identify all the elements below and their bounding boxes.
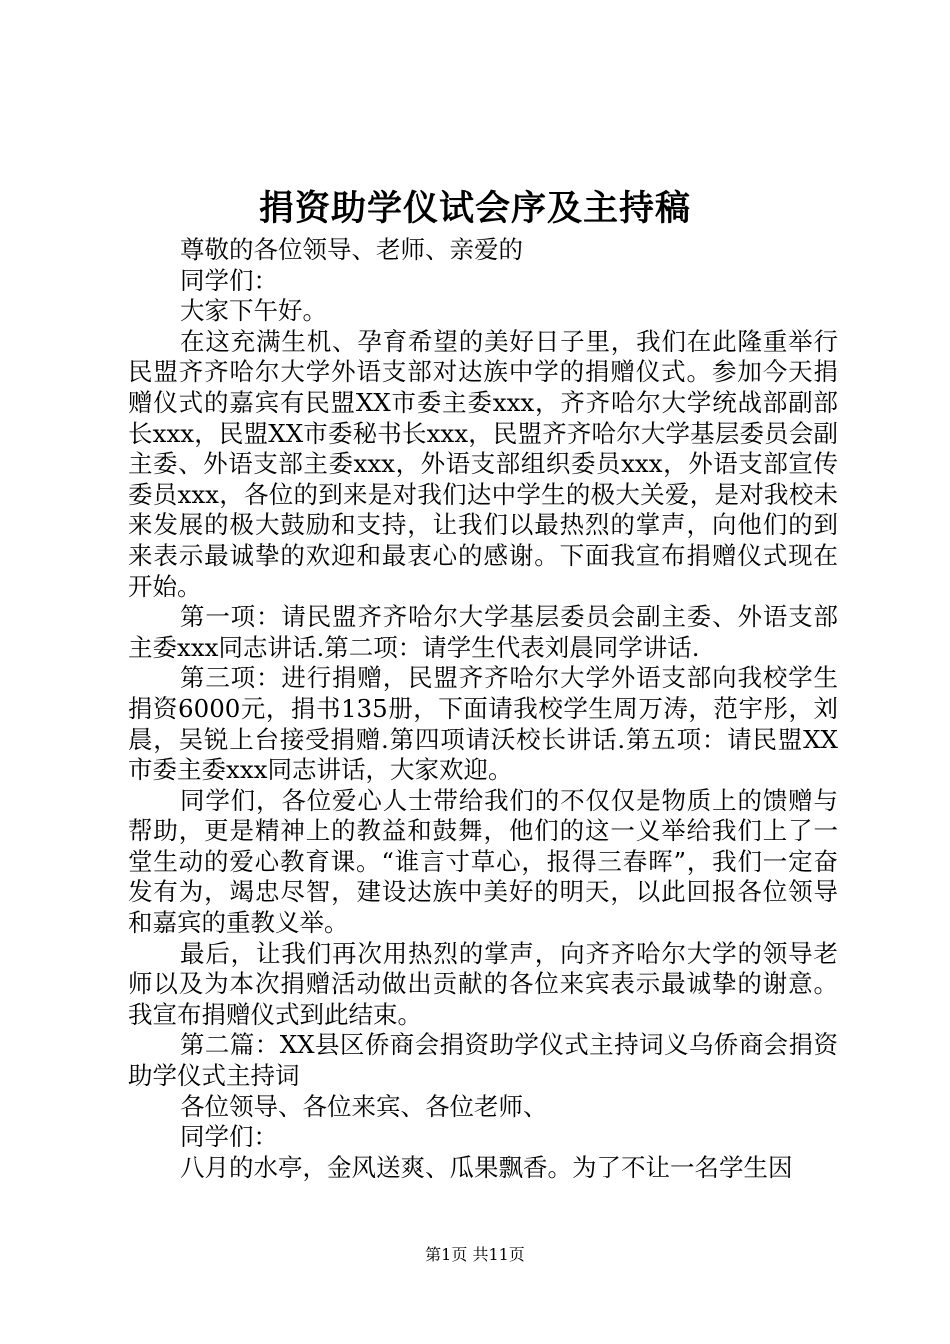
paragraph: 同学们： [180,265,278,295]
document-body [128,235,838,1183]
paragraph: 第一项：请民盟齐齐哈尔大学基层委员会副主委、外语支部主委xxx同志讲话.第二项：请学生代表刘晨同学讲话. [128,602,838,662]
paragraph: 八月的水亭，金风送爽、瓜果飘香。为了不让一名学生因 [180,1152,793,1182]
paragraph: 同学们，各位爱心人士带给我们的不仅仅是物质上的馈赠与帮助，更是精神上的教益和鼓舞，他们的这一义举给我们上了一堂生动的爱心教育课。“谁言寸草心，报得三春晖”，我们一定奋发有为，竭忠尽智，建设达族中美好的明天，以此回报各位领导和嘉宾的重教义举。 [128,785,838,938]
paragraph: 第三项：进行捐赠，民盟齐齐哈尔大学外语支部向我校学生捐资6000元，捐书135册，下面请我校学生周万涛，范宇彤，刘晨，吴锐上台接受捐赠.第四项请沃校长讲话.第五项：请民盟XX市委主委xxx同志讲话，大家欢迎。 [128,663,838,785]
document-title: 捐资助学仪试会序及主持稿 [258,188,691,229]
paragraph: 各位领导、各位来宾、各位老师、 [180,1091,548,1121]
page-footer: 第1页 共11页 [425,1245,525,1264]
paragraph: 尊敬的各位领导、老师、亲爱的 [180,235,523,264]
paragraph: 在这充满生机、孕育希望的美好日子里，我们在此隆重举行民盟齐齐哈尔大学外语支部对达族中学的捐赠仪式。参加今天捐赠仪式的嘉宾有民盟XX市委主委xxx，齐齐哈尔大学统战部副部长xxx，民盟XX市委秘书长xxx，民盟齐齐哈尔大学基层委员会副主委、外语支部主委xxx，外语支部组织委员xxx，外语支部宣传委员xxx，各位的到来是对我们达中学生的极大关爱，是对我校未来发展的极大鼓励和支持，让我们以最热烈的掌声，向他们的到来表示最诚挚的欢迎和最衷心的感谢。下面我宣布捐赠仪式现在开始。 [128,326,838,601]
paragraph: 同学们： [180,1122,278,1152]
paragraph: 第二篇：XX县区侨商会捐资助学仪式主持词义乌侨商会捐资助学仪式主持词 [128,1030,838,1091]
paragraph: 最后，让我们再次用热烈的掌声，向齐齐哈尔大学的领导老师以及为本次捐赠活动做出贡献的各位来宾表示最诚挚的谢意。我宣布捐赠仪式到此结束。 [128,938,838,1029]
paragraph: 大家下午好。 [180,296,327,326]
